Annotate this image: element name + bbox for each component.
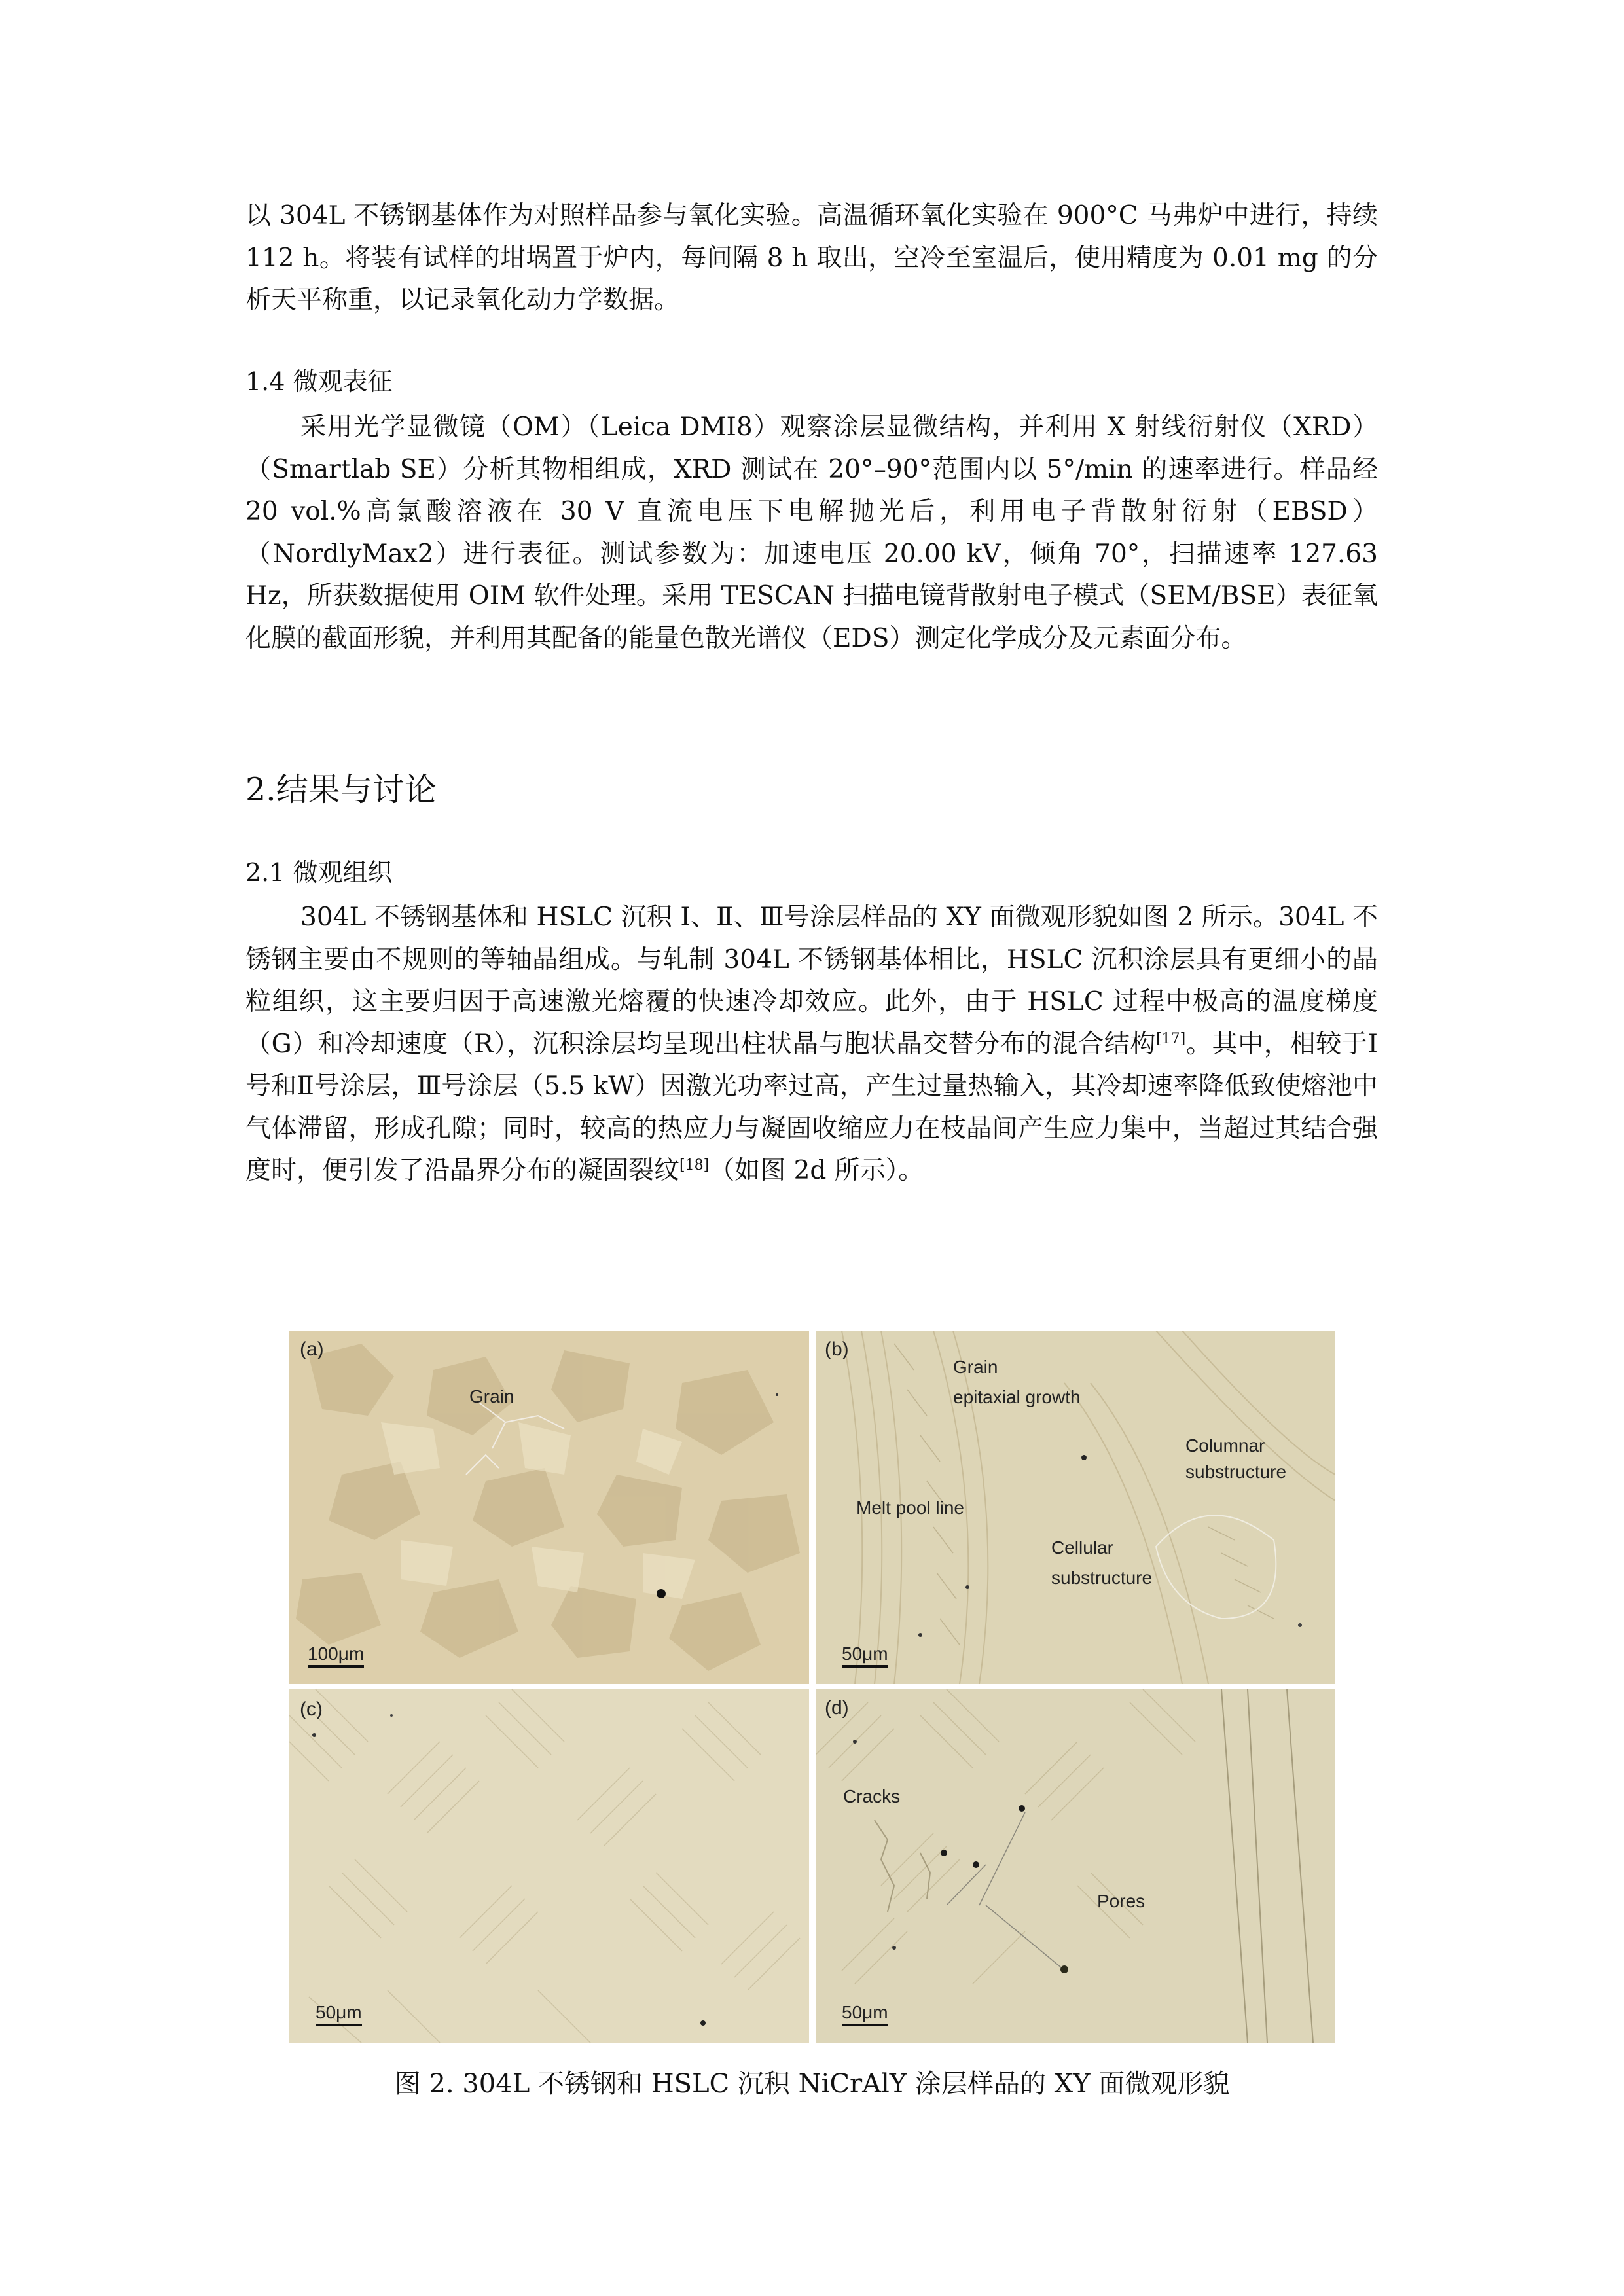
paragraph-text: 采用光学显微镜（OM）（Leica DMI8）观察涂层显微结构，并利用 X 射线衍射仪（XRD）（Smartlab SE）分析其物相组成，XRD 测试在 20°–90°范围内以 5°/min 的速率进行。样品经 20 vol.%高氯酸溶液在 30 V 直流电压下电解抛光后，利用电子背散射衍射（EBSD）（NordlyMax2）进行表征。测试参数为：加速电压 20.00 kV，倾角 70°，扫描速率 127.63 Hz，所获数据使用 OIM 软件处理。采用 TESCAN 扫描电镜背散射电子模式（SEM/BSE）表征氧化膜的截面形貌，并利用其配备的能量色散光谱仪（EDS）测定化学成分及元素面分布。 (245, 412, 1378, 653)
annotation-grain: Grain (469, 1386, 514, 1407)
figure-caption: 图 2. 304L 不锈钢和 HSLC 沉积 NiCrAlY 涂层样品的 XY 面微观形貌 (394, 2069, 1230, 2099)
scale-bar-c: 50μm (316, 2002, 362, 2026)
paragraph-span: （如图 2d 所示）。 (709, 1156, 924, 1185)
paragraph-text (245, 897, 1378, 1193)
micrograph-panel-d (816, 1689, 1335, 2043)
micrograph-c-image (289, 1689, 809, 2043)
annotation-columnar-substructure: substructure (1185, 1462, 1287, 1482)
section-heading-2: 2.结果与讨论 (245, 771, 437, 808)
micrograph-d-image (816, 1689, 1335, 2043)
panel-label-c: (c) (300, 1698, 323, 1720)
scale-bar-a: 100μm (308, 1643, 364, 1668)
figure-2 (289, 1331, 1335, 2043)
annotation-melt-pool-line: Melt pool line (856, 1498, 964, 1518)
section-heading-1-4: 1.4 微观表征 (245, 367, 393, 396)
paragraph-span: 304L 不锈钢基体和 HSLC 沉积 Ⅰ、Ⅱ、Ⅲ号涂层样品的 XY 面微观形貌如图 2 所示。304L 不锈钢主要由不规则的等轴晶组成。与轧制 304L 不锈钢基体相比，HSLC 沉积涂层具有更细小的晶粒组织，这主要归因于高速激光熔覆的快速冷却效应。此外，由于 HSLC 过程中极高的温度梯度（G）和冷却速度（R），沉积涂层均呈现出柱状晶与胞状晶交替分布的混合结构 (245, 903, 1378, 1059)
paragraph-oxidation-test (245, 195, 1378, 322)
scale-bar-b: 50μm (842, 1643, 888, 1668)
panel-label-d: (d) (825, 1697, 849, 1719)
citation-17[interactable]: [17] (1156, 1030, 1186, 1047)
micrograph-panel-b (816, 1331, 1335, 1684)
panel-label-a: (a) (300, 1338, 324, 1360)
panel-label-b: (b) (825, 1338, 849, 1360)
annotation-cracks: Cracks (843, 1786, 901, 1806)
paragraph-span: 。其中，相较于Ⅰ号和Ⅱ号涂层，Ⅲ号涂层（5.5 kW）因激光功率过高，产生过量热输入，其冷却速率降低致使熔池中气体滞留，形成孔隙；同时，较高的热应力与凝固收缩应力在枝晶间产生应力集中，当超过其结合强度时，便引发了沿晶界分布的凝固裂纹 (245, 1029, 1378, 1185)
annotation-pores: Pores (1097, 1891, 1146, 1911)
micrograph-a-image (289, 1331, 809, 1684)
annotation-cellular-substructure: substructure (1051, 1568, 1153, 1588)
micrograph-panel-c (289, 1689, 809, 2043)
annotation-grain-b: Grain (953, 1357, 998, 1377)
citation-18[interactable]: [18] (679, 1157, 710, 1174)
section-heading-2-1: 2.1 微观组织 (245, 858, 393, 887)
paragraph-text: 以 304L 不锈钢基体作为对照样品参与氧化实验。高温循环氧化实验在 900°C 马弗炉中进行，持续 112 h。将装有试样的坩埚置于炉内，每间隔 8 h 取出，空冷至室温后，使用精度为 0.01 mg 的分析天平称重，以记录氧化动力学数据。 (245, 201, 1378, 315)
paragraph-characterization (245, 406, 1378, 660)
annotation-cellular: Cellular (1051, 1537, 1113, 1558)
paragraph-microstructure (245, 897, 1378, 1193)
annotation-columnar: Columnar (1185, 1435, 1265, 1456)
micrograph-c-background (289, 1689, 809, 2043)
annotation-epitaxial-growth: epitaxial growth (953, 1387, 1081, 1407)
micrograph-panel-a (289, 1331, 809, 1684)
scale-bar-d: 50μm (842, 2002, 888, 2026)
